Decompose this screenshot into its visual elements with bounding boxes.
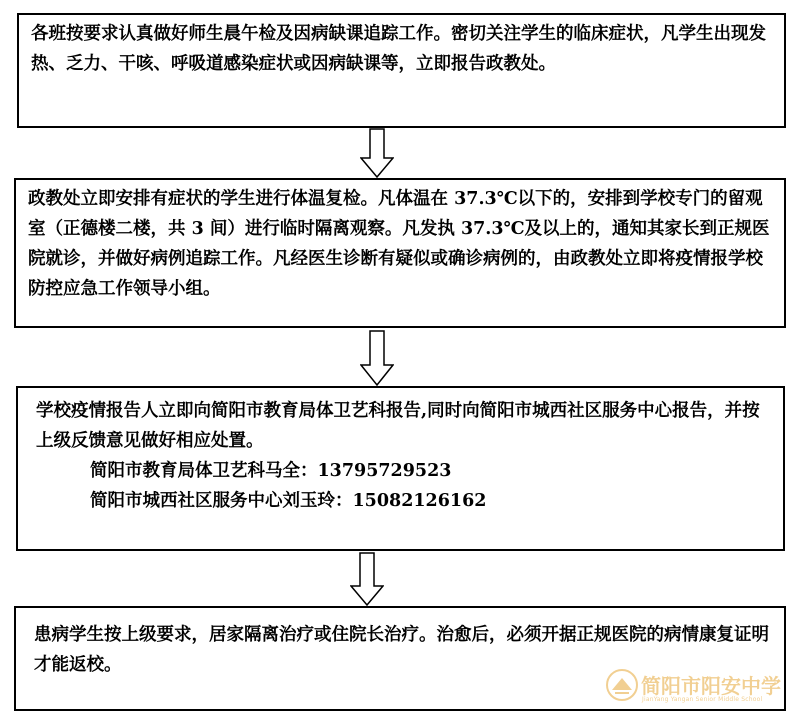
- school-watermark: [605, 660, 780, 710]
- school-logo-icon: [605, 668, 639, 702]
- flow-step-3-text: 学校疫情报告人立即向简阳市教育局体卫艺科报告,同时向简阳市城西社区服务中心报告，并按上级反馈意见做好相应处置。: [36, 401, 760, 451]
- flow-step-1-text: 各班按要求认真做好师生晨午检及因病缺课追踪工作。密切关注学生的临床症状，凡学生出现发热、乏力、干咳、呼吸道感染症状或因病缺课等，立即报告政教处。: [31, 24, 766, 74]
- flow-step-1-box: [17, 13, 786, 128]
- school-watermark-name: 简阳市阳安中学: [641, 674, 781, 698]
- flow-step-3-box: [16, 386, 785, 551]
- down-arrow-2: [360, 330, 394, 386]
- down-arrow-3: [350, 552, 384, 606]
- flow-step-4-text: 患病学生按上级要求，居家隔离治疗或住院长治疗。治愈后，必须开据正规医院的病情康复证明才能返校。: [34, 625, 769, 675]
- school-watermark-sub: JianYang Yangan Senior Middle School: [642, 696, 763, 703]
- contact-line-1: 简阳市教育局体卫艺科马全：13795729523: [90, 461, 452, 481]
- flow-step-2-text: 政教处立即安排有症状的学生进行体温复检。凡体温在 37.3℃以下的，安排到学校专门的留观室（正德楼二楼，共 3 间）进行临时隔离观察。凡发执 37.3℃及以上的，通知其家长到正规医院就诊，并做好病例追踪工作。凡经医生诊断有疑似或确诊病例的，由政教处立即将疫情报学校防控应急工作领导小组。: [28, 189, 770, 299]
- down-arrow-1: [360, 128, 394, 178]
- contact-line-2: 简阳市城西社区服务中心刘玉玲：15082126162: [90, 491, 487, 511]
- flow-step-2-box: [14, 178, 786, 328]
